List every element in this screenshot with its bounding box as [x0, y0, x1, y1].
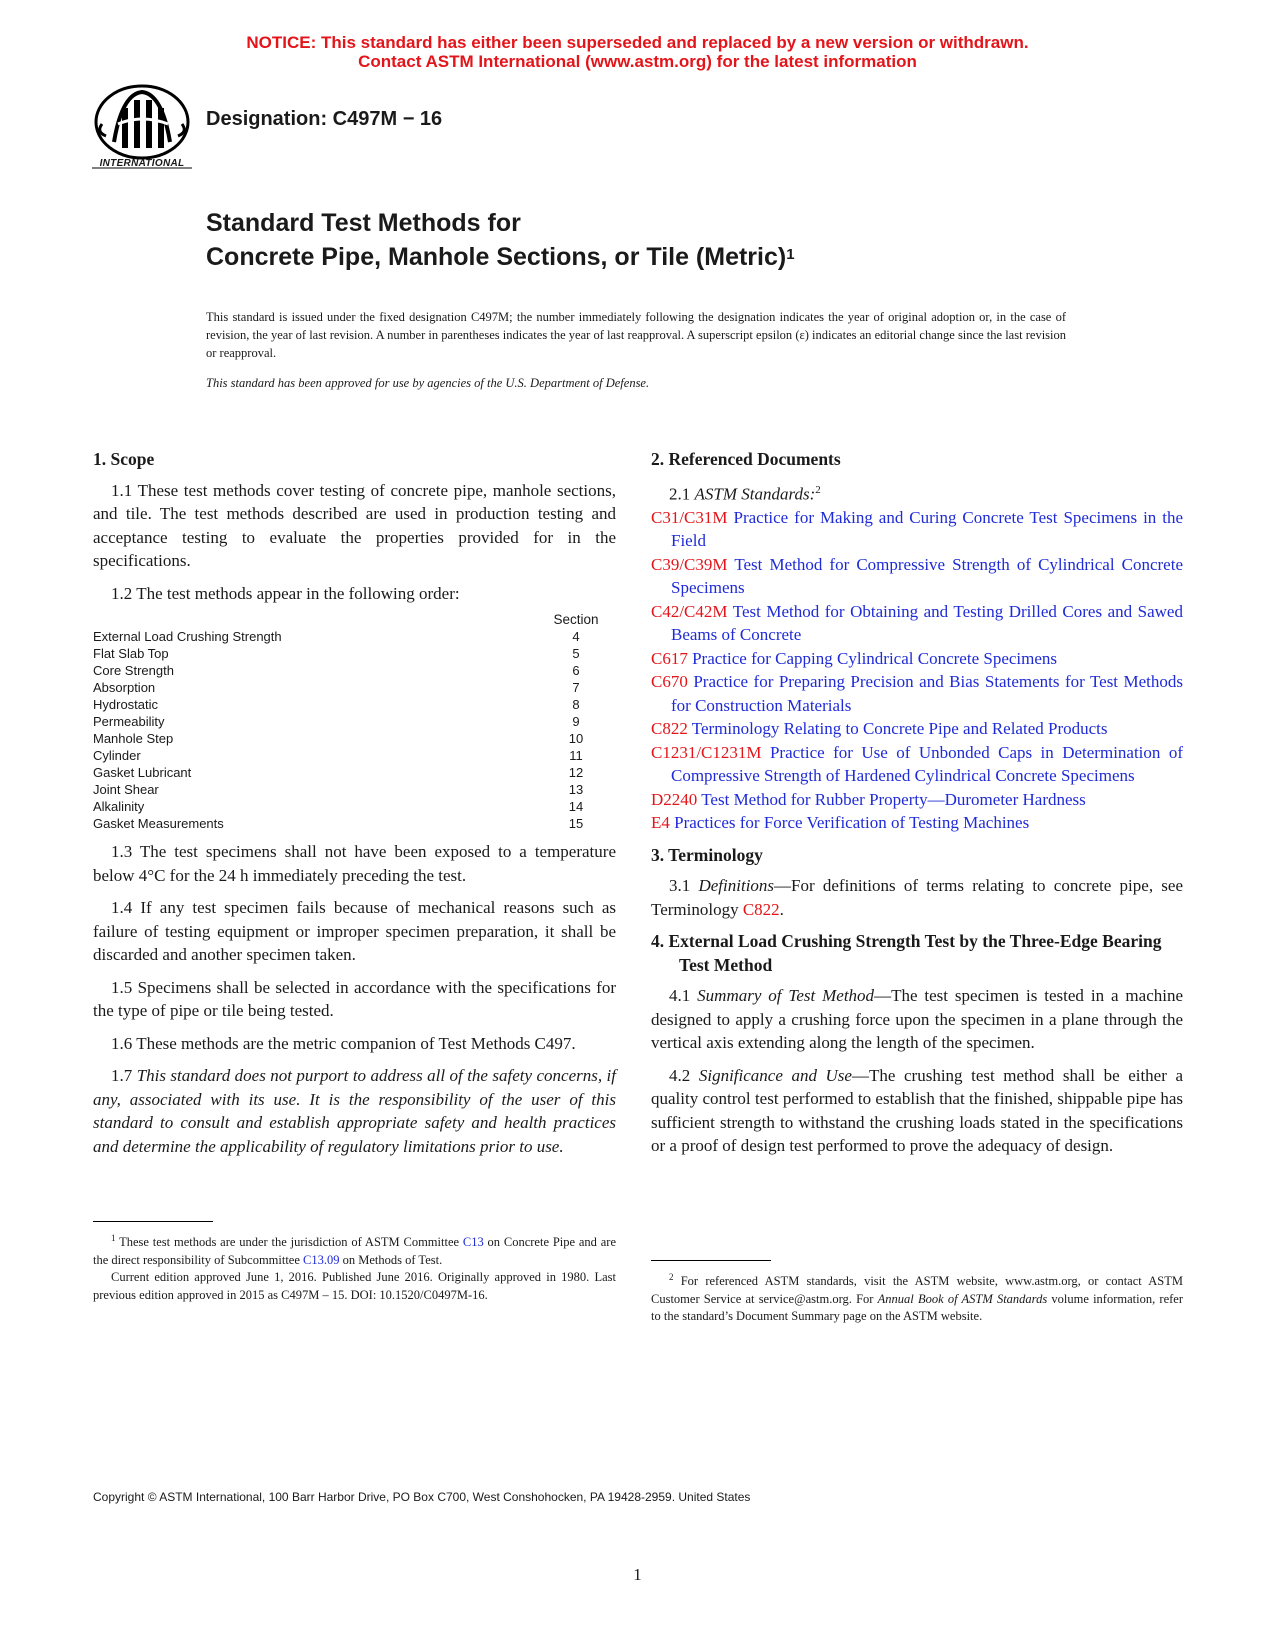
reference-title[interactable]: Practice for Making and Curing Concrete Test Specimens in the Field [671, 507, 1184, 551]
title-line-2 [206, 240, 1106, 274]
order-section-number: 11 [569, 748, 583, 763]
footnote-1 [93, 1221, 616, 1304]
reference-item[interactable] [651, 553, 1183, 600]
reference-code[interactable]: C31/C31M [651, 507, 728, 527]
reference-item[interactable] [651, 600, 1183, 647]
footnote-1-part-c: on Methods of Test. [339, 1252, 443, 1267]
order-table-row [93, 696, 616, 713]
reference-code[interactable]: E4 [651, 813, 670, 833]
order-section-number: 14 [568, 799, 584, 814]
order-section-number: 4 [572, 629, 580, 644]
paragraph-1-6: 1.6 These methods are the metric companion of Test Methods C497. [111, 1033, 576, 1053]
section-1-heading: 1. Scope [93, 449, 155, 469]
footnote-2-mark: 2 [669, 1272, 674, 1282]
reference-code[interactable]: C1231/C1231M [651, 742, 762, 762]
order-table-row [93, 815, 616, 832]
order-method-name: Alkalinity [93, 799, 145, 814]
reference-code[interactable]: D2240 [651, 789, 698, 809]
order-method-name: Gasket Lubricant [93, 765, 192, 780]
definitions-text: —For definitions of terms relating to concrete pipe, see Terminology [651, 876, 1184, 919]
reference-item[interactable] [651, 506, 1183, 553]
order-method-name: Flat Slab Top [93, 646, 169, 661]
definitions-label: Definitions [698, 876, 775, 896]
summary-text: —The test specimen is tested in a machine designed to apply a crushing force upon the specimen in a plane through the vertical axis extending along the length of the specimen. [651, 986, 1184, 1053]
reference-item[interactable] [651, 811, 1183, 835]
right-column [651, 448, 1183, 1167]
reference-code[interactable]: C42/C42M [651, 601, 728, 621]
paragraph-4-2-number: 4.2 [669, 1065, 691, 1085]
footnote-1-mark: 1 [111, 1233, 116, 1243]
supersession-notice [0, 33, 1275, 71]
footnote-1-part-a: These test methods are under the jurisdiction of ASTM Committee [119, 1235, 463, 1250]
order-method-name: Gasket Measurements [93, 816, 224, 831]
order-header-section: Section [553, 612, 599, 627]
footnote-rule [651, 1260, 771, 1261]
footnote-2-mark[interactable]: 2 [815, 483, 821, 496]
order-section-number: 7 [572, 680, 580, 695]
footnote-2-part-b: volume information, refer to the standard’s Document Summary page on the ASTM website. [651, 1291, 1183, 1324]
document-title [206, 206, 1106, 274]
title-text: Concrete Pipe, Manhole Sections, or Tile (Metric) [206, 243, 787, 271]
section-4-heading: 4. External Load Crushing Strength Test by the Three-Edge Bearing Test Method [651, 931, 1162, 975]
page-number: 1 [633, 1565, 642, 1584]
paragraph-4-1 [651, 984, 1183, 1055]
footnote-2-part-a: For referenced ASTM standards, visit the ASTM website, www.astm.org, or contact ASTM Customer Service at service@astm.org. For [651, 1274, 1184, 1306]
reference-code[interactable]: C617 [651, 648, 688, 668]
order-section-number: 9 [572, 714, 580, 729]
order-method-name: Cylinder [93, 748, 141, 763]
paragraph-1-5: 1.5 Specimens shall be selected in accordance with the specifications for the type of pipe or tile being tested. [93, 977, 616, 1020]
reference-code[interactable]: C670 [651, 672, 688, 692]
order-table-row [93, 730, 616, 747]
reference-item[interactable] [651, 788, 1183, 812]
order-method-name: Permeability [93, 714, 165, 729]
title-line-1: Standard Test Methods for [206, 209, 521, 237]
issue-note: This standard is issued under the fixed designation C497M; the number immediately following the designation indicates the year of original adoption or, in the case of revision, the year of last revision. A number in parentheses indicates the year of last reapproval. A superscript epsilon (ε) indicates an editorial change since the last revision or reapproval. [206, 310, 1066, 360]
safety-statement: This standard does not purport to address all of the safety concerns, if any, associated with its use. It is the responsibility of the user of this standard to consult and establish appropriate safety and health practices and determine the applicability of regulatory limitations prior to use. [93, 1066, 616, 1156]
order-method-name: Absorption [93, 680, 156, 695]
reference-title[interactable]: Practice for Preparing Precision and Bias Statements for Test Methods for Construction Materials [671, 672, 1184, 715]
reference-code[interactable]: C39/C39M [651, 554, 728, 574]
order-method-name: Hydrostatic [93, 697, 159, 712]
section-2-heading: 2. Referenced Documents [651, 449, 841, 469]
reference-title[interactable]: Practice for Capping Cylindrical Concrete Specimens [692, 648, 1058, 668]
order-section-number: 12 [568, 765, 584, 780]
paragraph-2-1-number: 2.1 [669, 484, 691, 504]
paragraph-1-7 [93, 1064, 616, 1158]
order-method-name: Core Strength [93, 663, 174, 678]
paragraph-1-3: 1.3 The test specimens shall not have been exposed to a temperature below 4°C for the 24 h immediately preceding the test. [93, 842, 616, 885]
paragraph-1-4: 1.4 If any test specimen fails because of mechanical reasons such as failure of testing equipment or improper specimen preparation, it shall be discarded and another specimen taken. [93, 898, 616, 964]
order-method-name: External Load Crushing Strength [93, 629, 282, 644]
footnote-2-text [651, 1269, 1183, 1326]
astm-standards-label: ASTM Standards: [694, 484, 816, 504]
footnote-rule [93, 1221, 213, 1222]
reference-title[interactable]: Test Method for Rubber Property—Durometer Hardness [701, 789, 1086, 809]
order-table-header [93, 611, 616, 628]
footnote-1-part-b: on Concrete Pipe and are the direct responsibility of Subcommittee [93, 1235, 616, 1267]
paragraph-3-1 [651, 874, 1183, 921]
c822-link[interactable]: C822 [742, 899, 780, 919]
order-table-row [93, 798, 616, 815]
order-section-number: 15 [568, 816, 584, 831]
copyright-line: Copyright © ASTM International, 100 Barr Harbor Drive, PO Box C700, West Conshohocken, PA 19428-2959. United States [93, 1490, 751, 1504]
annual-book-title: Annual Book of ASTM Standards [877, 1291, 1048, 1306]
significance-text: —The crushing test method shall be either a quality control test performed to establish that the finished, shippable pipe has sufficient strength to withstand the crushing loads stated in the specifications or a proof of design test performed to prove the adequacy of design. [651, 1065, 1184, 1156]
reference-list [651, 506, 1183, 835]
paragraph-4-2 [651, 1064, 1183, 1158]
significance-label: Significance and Use [698, 1065, 852, 1085]
title-footnote-mark[interactable]: 1 [786, 246, 795, 263]
footnote-2 [651, 1260, 1183, 1326]
notice-line-2: Contact ASTM International (www.astm.org) for the latest information [358, 52, 917, 71]
paragraph-1-7-number: 1.7 [111, 1066, 133, 1085]
order-method-name: Joint Shear [93, 782, 159, 797]
order-table-row [93, 662, 616, 679]
order-table-row [93, 679, 616, 696]
footnote-1-edition: Current edition approved June 1, 2016. Published June 2016. Originally approved in 1980. Last previous edition approved in 2015 as C497M – 15. DOI: 10.1520/C0497M-16. [93, 1270, 616, 1302]
order-section-number: 8 [572, 697, 580, 712]
reference-title[interactable]: Practices for Force Verification of Testing Machines [674, 813, 1030, 833]
reference-item[interactable] [651, 741, 1183, 788]
reference-title[interactable]: Test Method for Obtaining and Testing Drilled Cores and Sawed Beams of Concrete [671, 601, 1183, 645]
logo-wordmark: INTERNATIONAL [99, 158, 185, 169]
order-section-number: 10 [568, 731, 584, 746]
paragraph-3-1-number: 3.1 [669, 876, 691, 896]
reference-title[interactable]: Practice for Use of Unbonded Caps in Determination of Compressive Strength of Hardened Cylindrical Concrete Specimens [671, 742, 1184, 786]
order-table-row [93, 747, 616, 764]
reference-item[interactable] [651, 717, 1183, 741]
paragraph-2-1 [651, 479, 1183, 506]
order-table-row [93, 713, 616, 730]
paragraph-1-1: 1.1 These test methods cover testing of concrete pipe, manhole sections, and tile. The test methods described are used in production testing and acceptance testing to evaluate the properties provided for in the specifications. [93, 480, 616, 570]
order-section-number: 6 [572, 663, 580, 678]
footnote-1-text [93, 1230, 616, 1269]
notice-line-1: NOTICE: This standard has either been superseded and replaced by a new version or withdrawn. [246, 33, 1029, 52]
order-table-row [93, 645, 616, 662]
designation: Designation: C497M − 16 [206, 108, 443, 130]
order-table-row [93, 781, 616, 798]
reference-code[interactable]: C822 [651, 719, 688, 739]
section-order-table [93, 611, 616, 832]
section-3-heading: 3. Terminology [651, 844, 763, 865]
reference-item[interactable] [651, 647, 1183, 671]
astm-international-logo [92, 84, 192, 176]
c13-09-link[interactable]: C13.09 [303, 1252, 340, 1267]
summary-label: Summary of Test Method [697, 986, 875, 1006]
c13-link[interactable]: C13 [462, 1235, 484, 1250]
paragraph-1-2: 1.2 The test methods appear in the following order: [111, 583, 460, 603]
order-section-number: 5 [572, 646, 580, 661]
reference-title[interactable]: Test Method for Compressive Strength of Cylindrical Concrete Specimens [671, 554, 1183, 598]
order-table-row [93, 628, 616, 645]
reference-title[interactable]: Terminology Relating to Concrete Pipe and Related Products [691, 719, 1108, 739]
order-method-name: Manhole Step [93, 731, 174, 746]
left-column [93, 448, 616, 1167]
dod-approval-note: This standard has been approved for use by agencies of the U.S. Department of Defense. [206, 376, 650, 390]
reference-item[interactable] [651, 670, 1183, 717]
order-section-number: 13 [568, 782, 584, 797]
paragraph-4-1-number: 4.1 [669, 986, 691, 1006]
period: . [779, 899, 784, 919]
order-table-row [93, 764, 616, 781]
